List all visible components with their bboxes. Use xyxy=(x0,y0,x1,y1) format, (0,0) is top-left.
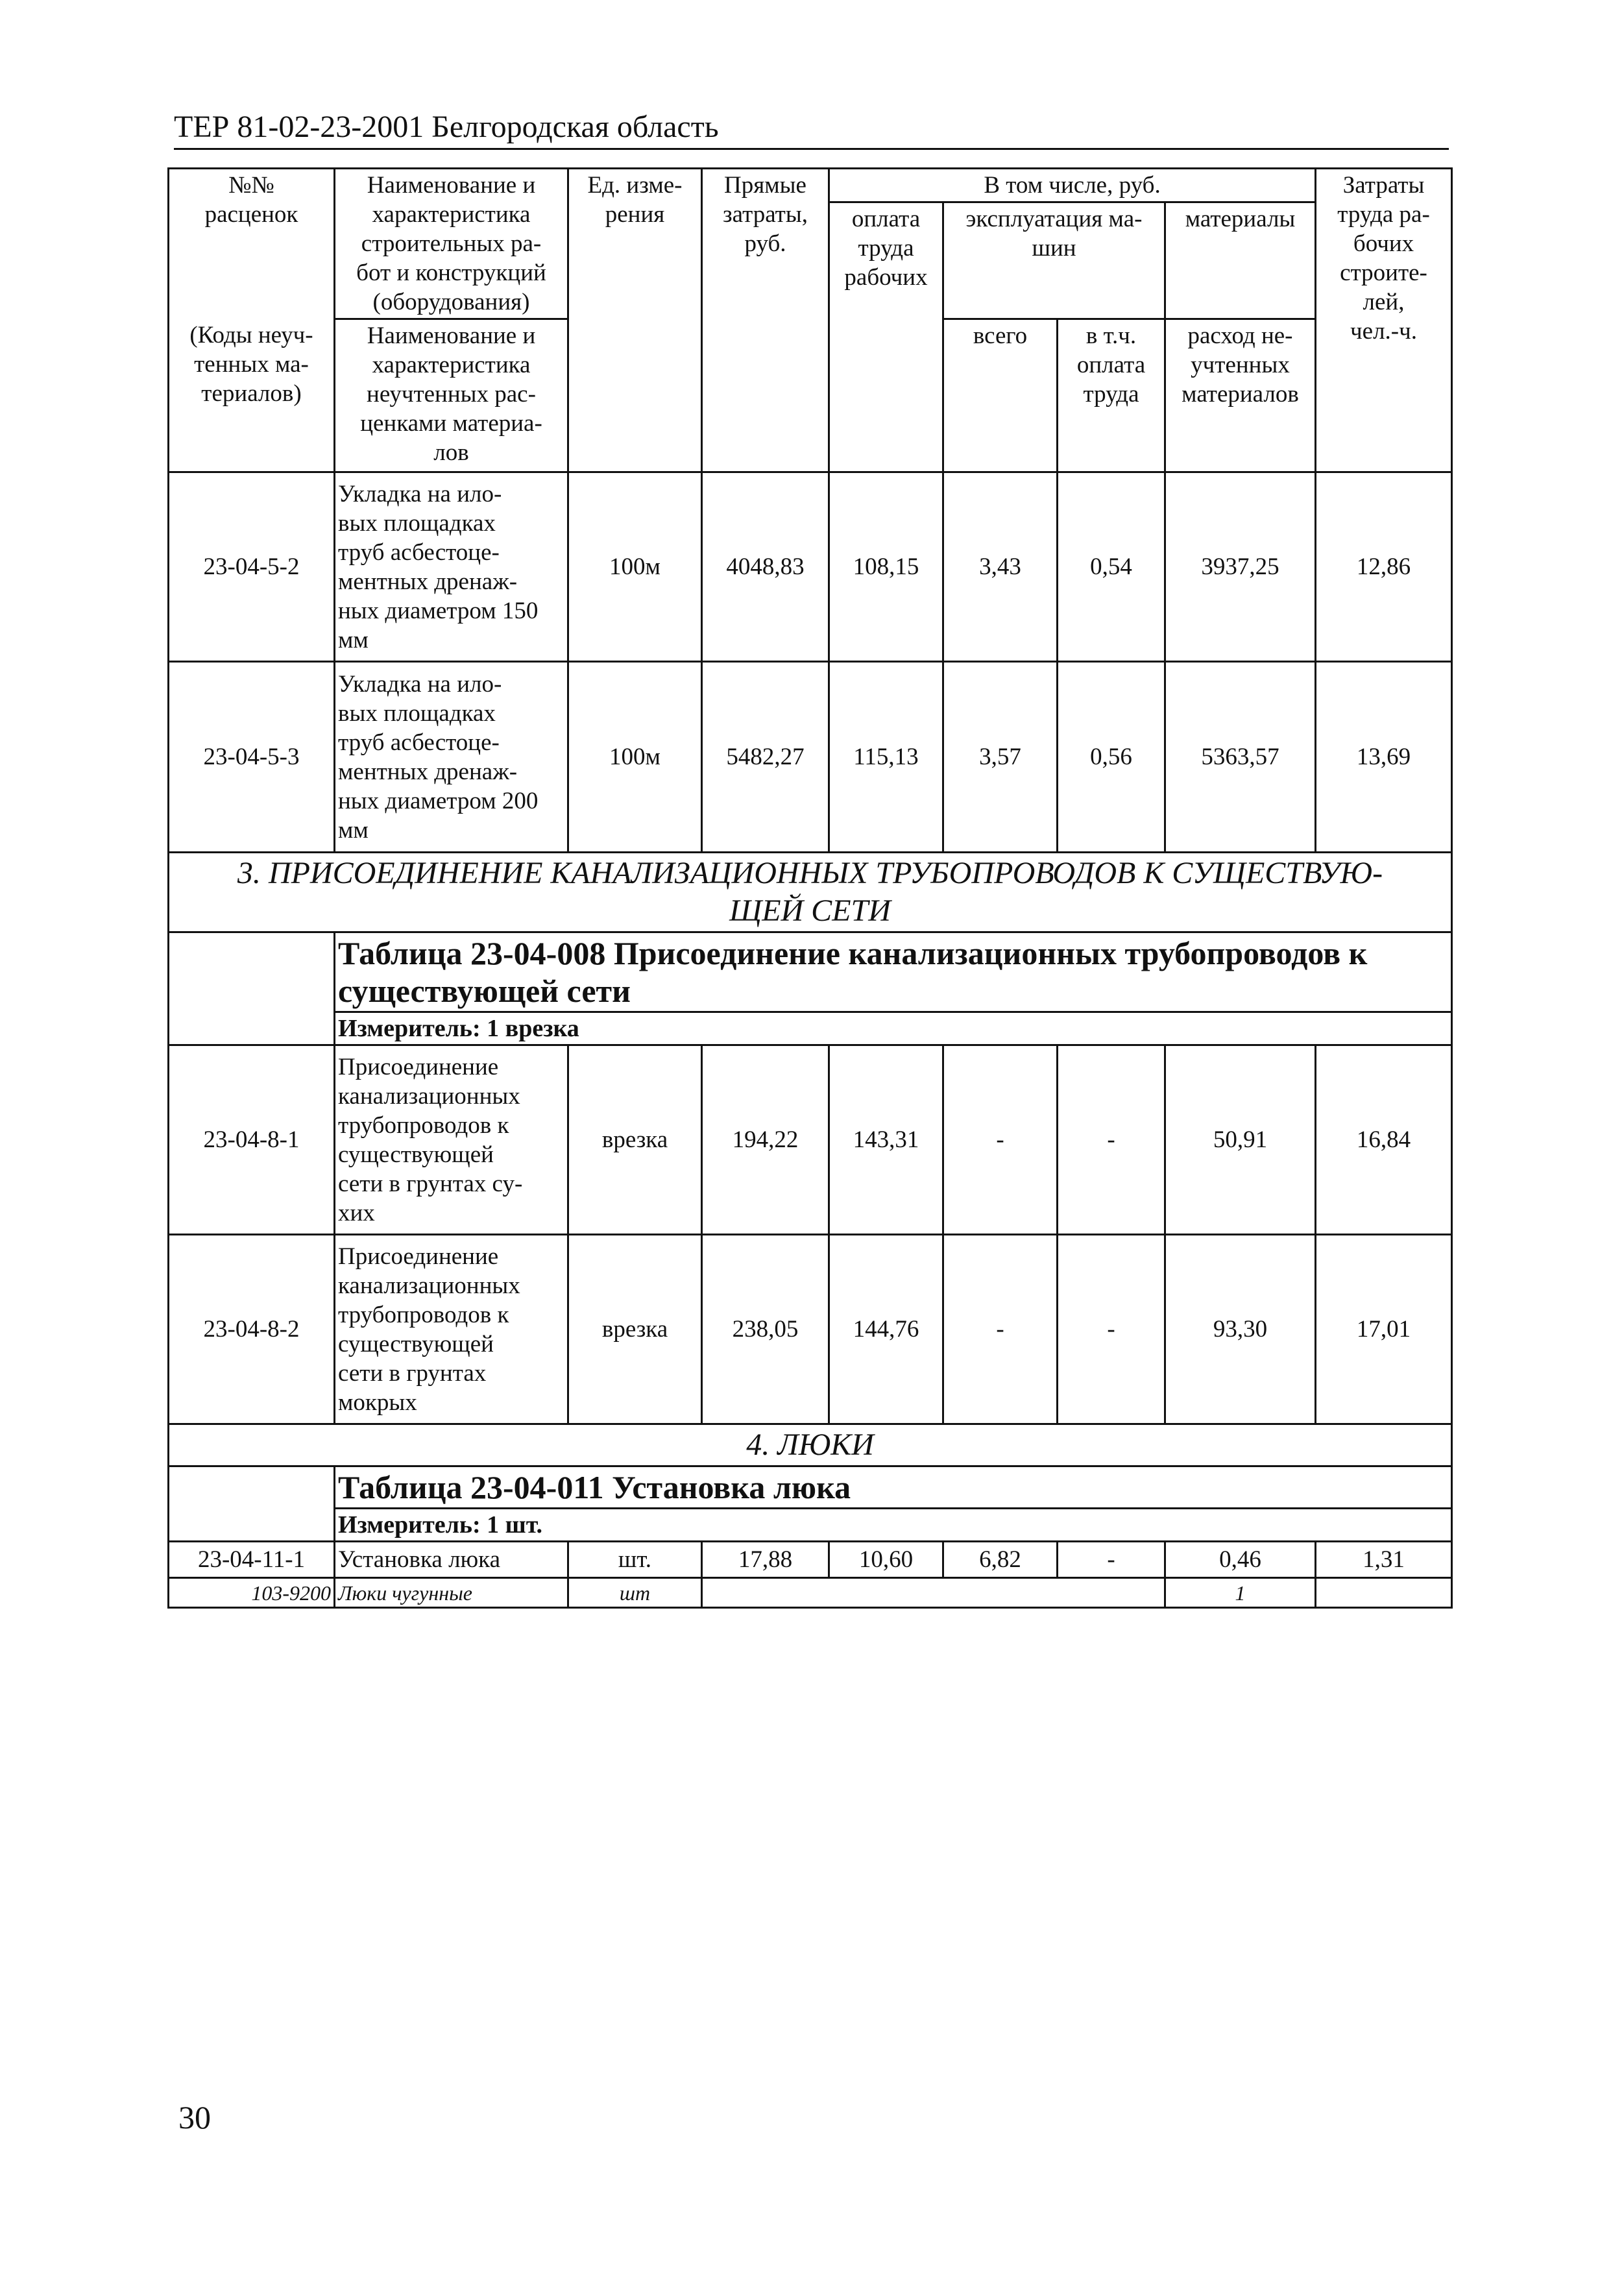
row-code: 23-04-5-2 xyxy=(169,472,335,662)
row-mach: - xyxy=(943,1235,1058,1424)
table-measure: Измеритель: 1 шт. xyxy=(335,1509,1452,1542)
table-title: Таблица 23-04-008 Присоединение канализационных трубопроводов к существующей сети xyxy=(335,932,1452,1012)
row-mat: 93,30 xyxy=(1165,1235,1316,1424)
header-materials: материалы xyxy=(1165,202,1316,319)
section-title: 4. ЛЮКИ xyxy=(169,1424,1452,1466)
header-incl: В том числе, руб. xyxy=(829,169,1316,202)
row-direct: 5482,27 xyxy=(702,662,829,853)
row-hours: 12,86 xyxy=(1316,472,1452,662)
row-labor: 115,13 xyxy=(829,662,943,853)
row-mat: 5363,57 xyxy=(1165,662,1316,853)
row-unit: врезка xyxy=(568,1235,702,1424)
row-name: Укладка на ило- вых площадках труб асбестоце- ментных дренаж- ных диаметром 200 мм xyxy=(335,662,568,853)
row-mach-pay: - xyxy=(1058,1045,1165,1235)
table-title: Таблица 23-04-011 Установка люка xyxy=(335,1466,1452,1509)
page-number: 30 xyxy=(178,2099,211,2135)
row-mach-pay: 0,54 xyxy=(1058,472,1165,662)
row-mach: 6,82 xyxy=(943,1542,1058,1578)
header-mat-unacc: расход не- учтенных материалов xyxy=(1165,319,1316,472)
header-name: Наименование и характеристика строительных ра- бот и конструкций (оборудования) xyxy=(335,169,568,319)
section-title: 3. ПРИСОЕДИНЕНИЕ КАНАЛИЗАЦИОННЫХ ТРУБОПРОВОДОВ К СУЩЕСТВУЮ- ЩЕЙ СЕТИ xyxy=(169,853,1452,932)
row-direct: 238,05 xyxy=(702,1235,829,1424)
table-row xyxy=(169,472,1452,662)
blank-cell xyxy=(1316,1578,1452,1608)
material-row xyxy=(169,1578,1452,1608)
price-table xyxy=(167,167,1453,1609)
table-row xyxy=(169,1235,1452,1424)
row-hours: 1,31 xyxy=(1316,1542,1452,1578)
row-mat: 3937,25 xyxy=(1165,472,1316,662)
material-unit: шт xyxy=(568,1578,702,1608)
header-machines: эксплуатация ма- шин xyxy=(943,202,1165,319)
row-name: Укладка на ило- вых площадках труб асбестоце- ментных дренаж- ных диаметром 150 мм xyxy=(335,472,568,662)
row-mat: 0,46 xyxy=(1165,1542,1316,1578)
blank-cell xyxy=(702,1578,1165,1608)
header-name2: Наименование и характеристика неучтенных рас- ценками материа- лов xyxy=(335,319,568,472)
row-direct: 17,88 xyxy=(702,1542,829,1578)
blank-cell xyxy=(169,1466,335,1509)
row-name: Присоединение канализационных трубопроводов к существующей сети в грунтах су- хих xyxy=(335,1045,568,1235)
header-code: №№ расценок xyxy=(169,169,335,319)
table-measure: Измеритель: 1 врезка xyxy=(335,1012,1452,1045)
row-labor: 108,15 xyxy=(829,472,943,662)
blank-cell xyxy=(169,1012,335,1045)
header-direct: Прямые затраты, руб. xyxy=(702,169,829,472)
row-mach: 3,43 xyxy=(943,472,1058,662)
row-hours: 17,01 xyxy=(1316,1235,1452,1424)
row-mach-pay: - xyxy=(1058,1542,1165,1578)
header-labor-pay: оплата труда рабочих xyxy=(829,202,943,472)
row-unit: 100м xyxy=(568,662,702,853)
row-unit: шт. xyxy=(568,1542,702,1578)
row-mach-pay: - xyxy=(1058,1235,1165,1424)
material-code: 103-9200 xyxy=(169,1578,335,1608)
row-labor: 144,76 xyxy=(829,1235,943,1424)
header-mach-pay: в т.ч. оплата труда xyxy=(1058,319,1165,472)
row-code: 23-04-8-1 xyxy=(169,1045,335,1235)
row-mach: 3,57 xyxy=(943,662,1058,853)
row-unit: врезка xyxy=(568,1045,702,1235)
material-qty: 1 xyxy=(1165,1578,1316,1608)
blank-cell xyxy=(169,932,335,1012)
blank-cell xyxy=(169,1509,335,1542)
row-name: Присоединение канализационных трубопроводов к существующей сети в грунтах мокрых xyxy=(335,1235,568,1424)
row-labor: 10,60 xyxy=(829,1542,943,1578)
row-name: Установка люка xyxy=(335,1542,568,1578)
table-row xyxy=(169,662,1452,853)
row-hours: 13,69 xyxy=(1316,662,1452,853)
row-direct: 4048,83 xyxy=(702,472,829,662)
row-code: 23-04-8-2 xyxy=(169,1235,335,1424)
header-mach-total: всего xyxy=(943,319,1058,472)
document-header: ТЕР 81-02-23-2001 Белгородская область xyxy=(174,109,1449,150)
header-unit: Ед. изме- рения xyxy=(568,169,702,472)
row-hours: 16,84 xyxy=(1316,1045,1452,1235)
table-row xyxy=(169,1542,1452,1578)
row-mat: 50,91 xyxy=(1165,1045,1316,1235)
row-mach: - xyxy=(943,1045,1058,1235)
header-workers: Затраты труда ра- бочих строите- лей, чел.-ч. xyxy=(1316,169,1452,472)
row-mach-pay: 0,56 xyxy=(1058,662,1165,853)
row-direct: 194,22 xyxy=(702,1045,829,1235)
row-unit: 100м xyxy=(568,472,702,662)
header-code2: (Коды неуч- тенных ма- териалов) xyxy=(169,319,335,472)
row-code: 23-04-5-3 xyxy=(169,662,335,853)
table-row xyxy=(169,1045,1452,1235)
row-code: 23-04-11-1 xyxy=(169,1542,335,1578)
row-labor: 143,31 xyxy=(829,1045,943,1235)
material-name: Люки чугунные xyxy=(335,1578,568,1608)
